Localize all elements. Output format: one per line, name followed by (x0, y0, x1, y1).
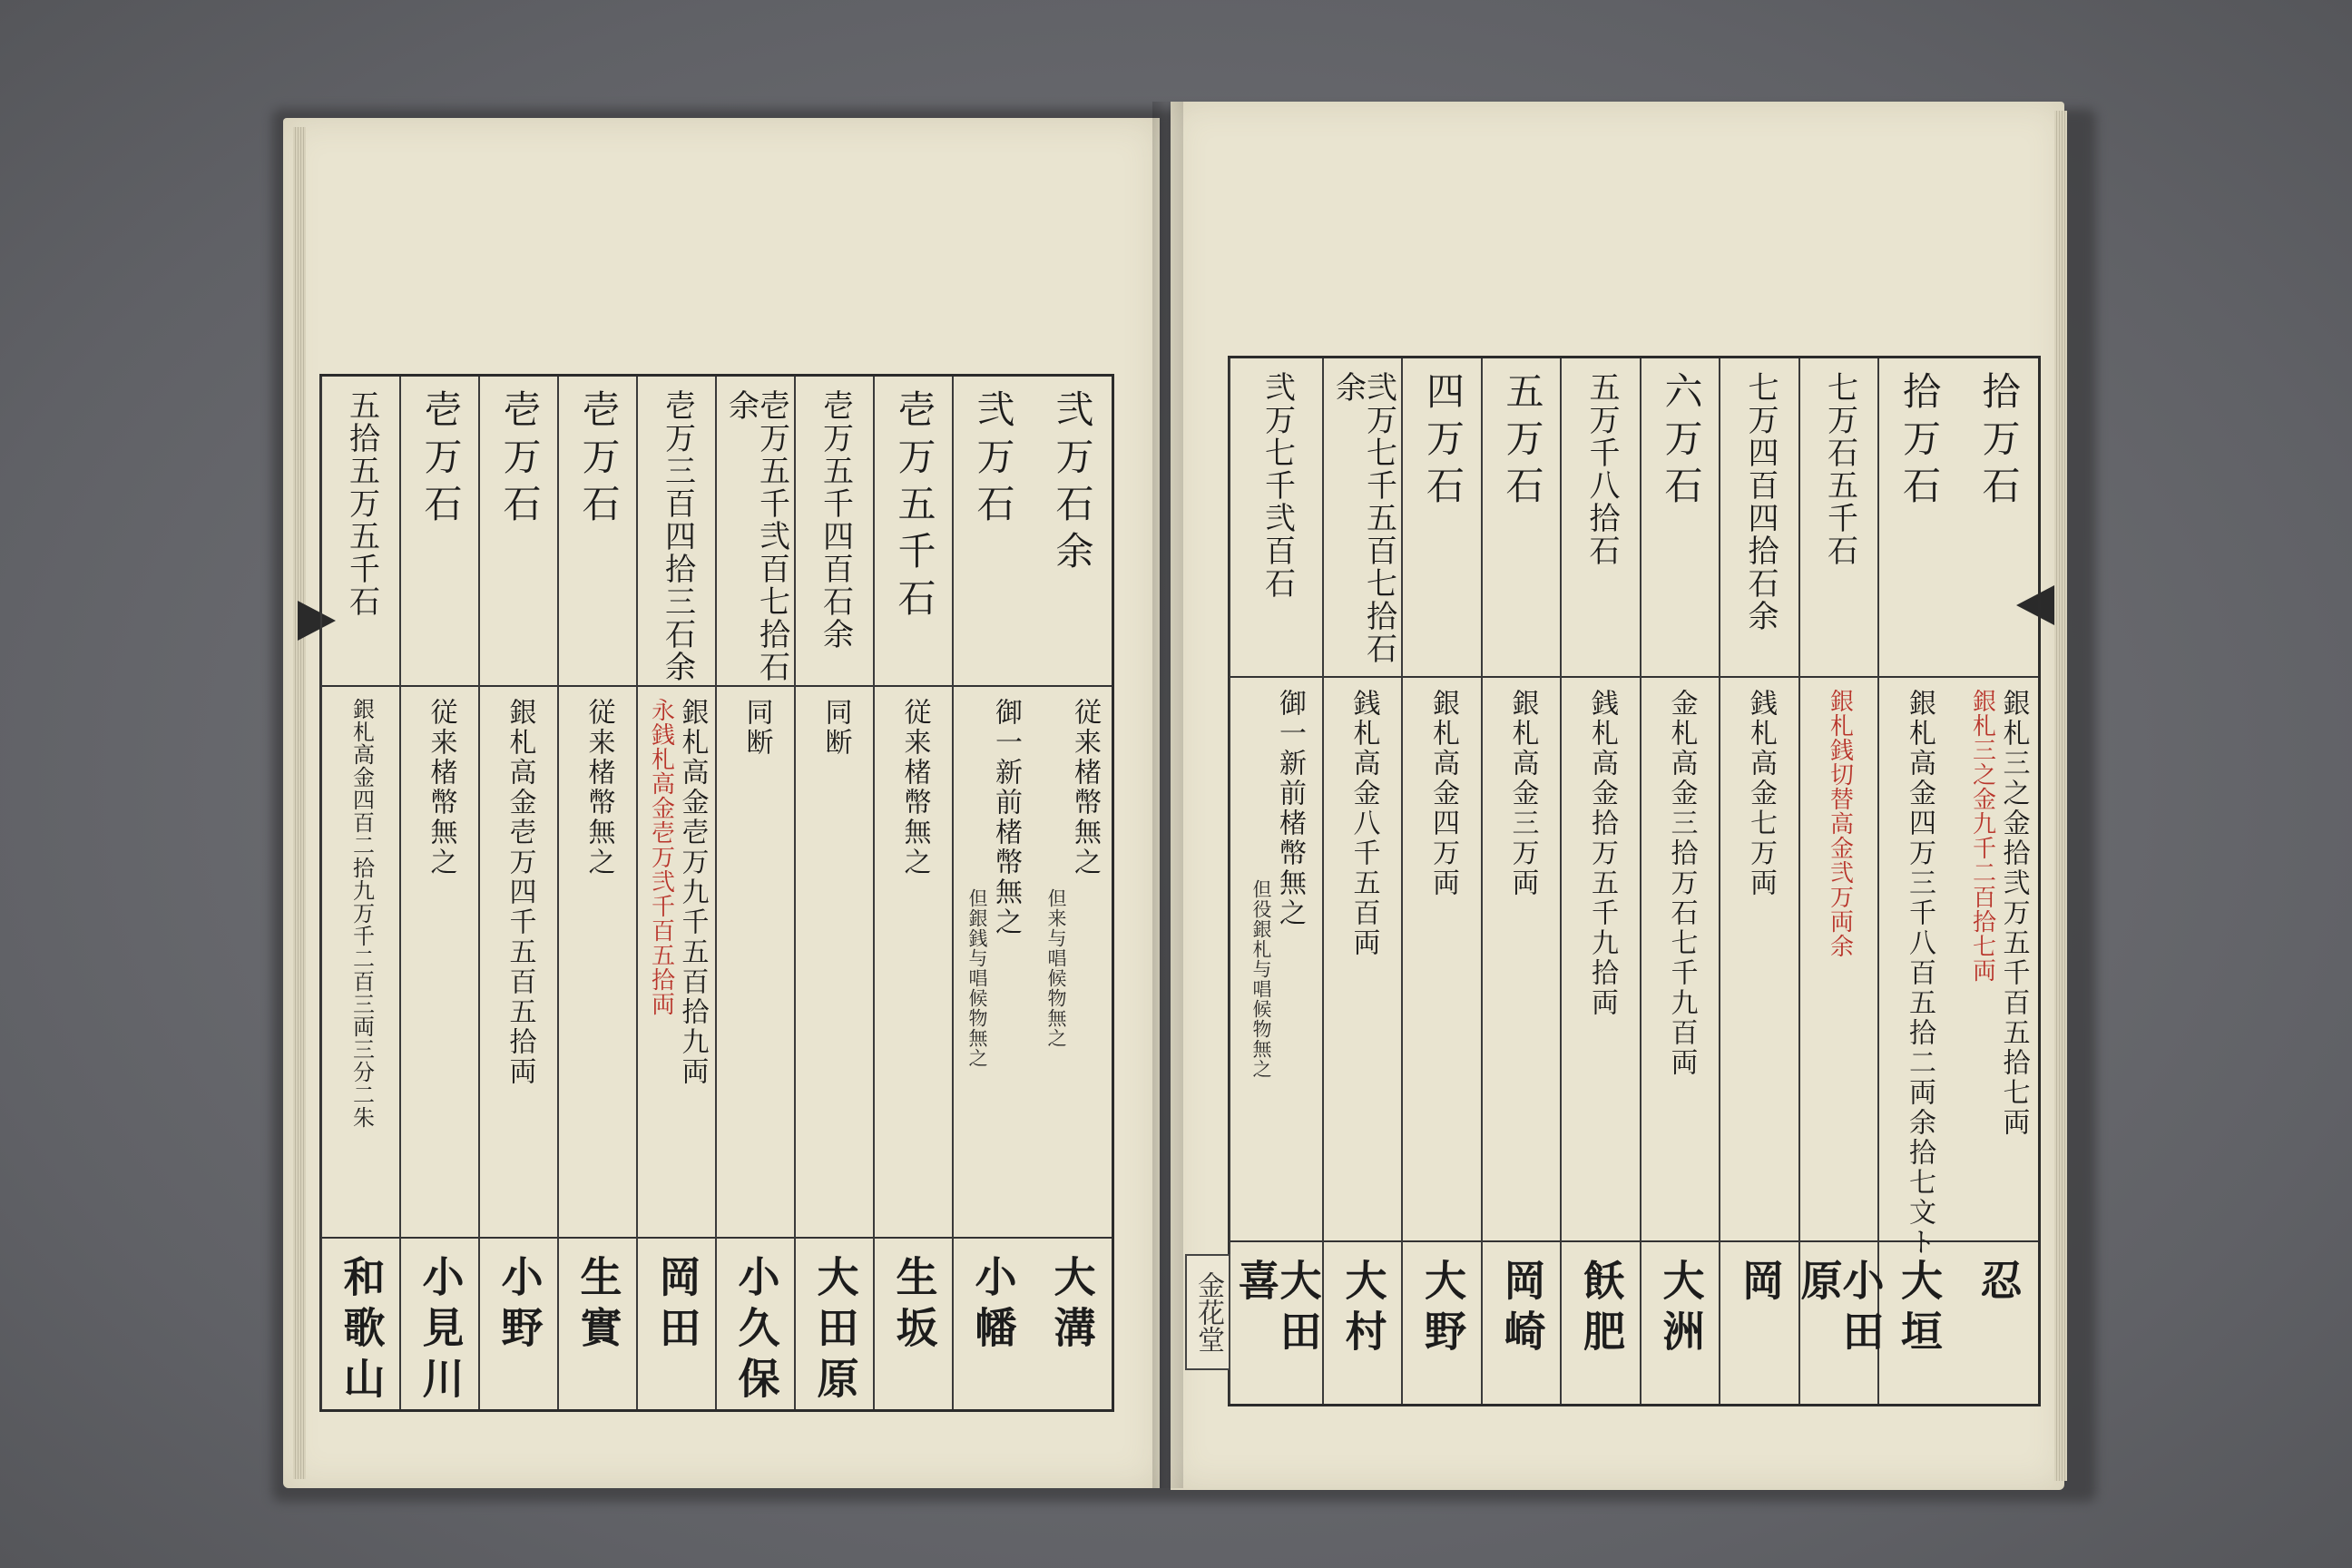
place-name: 大洲 (1656, 1259, 1706, 1360)
notes (1586, 678, 1618, 1018)
note-cell (1324, 678, 1403, 1240)
place-name: 生實 (573, 1255, 623, 1357)
amount-text: 五万千八拾石 (1583, 371, 1620, 567)
table-column (636, 377, 717, 1409)
note-text: 従来楮幣無之 (583, 698, 615, 877)
note-text: 従来楮幣無之 (898, 698, 931, 877)
note-cell (1800, 678, 1879, 1240)
note-text: 銭札高金拾万五千九拾両 (1586, 689, 1618, 1018)
place-name: 大溝 (1047, 1255, 1097, 1357)
amount-text: 壱万三百四拾三石余 (659, 389, 696, 683)
note-cell (480, 687, 559, 1237)
amount-text: 壱万石 (576, 389, 622, 531)
place-cell (1879, 1242, 1959, 1404)
note-cell (717, 687, 796, 1237)
place-cell (717, 1239, 796, 1409)
note-cell (559, 687, 638, 1237)
red-note-text: 銀札銭切替高金弐万両余 (1826, 689, 1854, 958)
amount-cell (559, 377, 638, 685)
place-cell (1959, 1242, 2038, 1404)
amount-cell (796, 377, 875, 685)
table-column (1959, 358, 2038, 1404)
place-cell (1033, 1239, 1112, 1409)
note-text: 銭札高金七万両 (1745, 689, 1777, 898)
note-cell (401, 687, 480, 1237)
left-page-edge (293, 127, 306, 1479)
place-name: 大田原 (810, 1255, 860, 1407)
table-column (1794, 358, 1886, 1404)
amount-text: 弐万七千弐百石 (1259, 371, 1296, 600)
notes (898, 687, 931, 877)
place-cell (1483, 1242, 1562, 1404)
amount-cell (401, 377, 480, 685)
table-column (1877, 358, 1959, 1404)
notes (1968, 678, 2030, 1138)
right-page-table (1228, 356, 2041, 1406)
amount-cell (717, 377, 796, 685)
place-name: 岡崎 (1497, 1259, 1547, 1360)
place-cell (1230, 1242, 1324, 1404)
note-cell (638, 687, 717, 1237)
place-cell (1403, 1242, 1483, 1404)
note-text: 銭札高金八千五百両 (1348, 689, 1380, 958)
place-name: 大野 (1418, 1259, 1467, 1360)
notes (1045, 687, 1101, 1048)
place-cell (480, 1239, 559, 1409)
table-column (1481, 358, 1562, 1404)
small-note-text: 但役銀札与唱候物無之 (1250, 879, 1272, 1079)
notes (740, 687, 773, 758)
amount-cell (1879, 358, 1959, 676)
amount-cell (1483, 358, 1562, 676)
notes (1348, 678, 1380, 958)
amount-text: 壱万石 (418, 389, 464, 531)
amount-cell (1959, 358, 2038, 676)
notes (583, 687, 615, 877)
place-cell (796, 1239, 875, 1409)
amount-cell (1230, 358, 1324, 676)
place-name: 岡 (1736, 1259, 1785, 1309)
place-cell (875, 1239, 954, 1409)
amount-text: 弐万七千五百七拾石余 (1329, 371, 1397, 665)
red-note-text: 永銭札高金壱万弐千百五拾両 (647, 698, 675, 1016)
amount-text: 拾万石 (1897, 371, 1942, 513)
publisher-seal (1185, 1254, 1230, 1370)
seal-text: 金花堂 (1192, 1271, 1224, 1353)
notes (506, 687, 534, 1087)
amount-text: 弐万石余 (1050, 389, 1095, 578)
note-text: 銀札高金壱万四千五百五拾両 (504, 698, 536, 1087)
amount-text: 弐万石 (971, 389, 1016, 531)
amount-text: 四万石 (1421, 371, 1465, 513)
amount-cell (1562, 358, 1642, 676)
place-name: 大田喜 (1231, 1259, 1323, 1360)
table-column (1640, 358, 1720, 1404)
table-column (557, 377, 638, 1409)
table-column (715, 377, 796, 1409)
note-cell (1959, 678, 2038, 1240)
amount-text: 壱万五千石 (892, 389, 937, 625)
note-text: 銀札高金四百二拾九万千二百三両三分二朱 (348, 698, 375, 1129)
note-cell (322, 687, 401, 1237)
amount-cell (1642, 358, 1720, 676)
notes (966, 687, 1022, 1068)
notes (1427, 678, 1459, 898)
amount-cell (322, 377, 401, 685)
amount-cell (1720, 358, 1800, 676)
amount-cell (875, 377, 954, 685)
place-cell (954, 1239, 1033, 1409)
notes (348, 687, 375, 1129)
small-note-text: 但来与唱候物無之 (1045, 888, 1067, 1048)
place-name: 小久保 (731, 1255, 781, 1407)
table-column (1322, 358, 1403, 1404)
note-cell (1642, 678, 1720, 1240)
amount-text: 拾万石 (1976, 371, 2022, 513)
amount-cell (480, 377, 559, 685)
amount-text: 五拾五万五千石 (343, 389, 380, 618)
table-column (1229, 358, 1324, 1404)
notes (819, 687, 852, 758)
notes (1828, 678, 1852, 958)
note-cell (1879, 678, 1959, 1258)
amount-text: 五万石 (1500, 371, 1545, 513)
note-text: 銀札三之金拾弐万五千百五拾七両 (1997, 689, 2030, 1138)
place-name: 小幡 (968, 1255, 1018, 1357)
note-text: 従来楮幣無之 (1069, 698, 1101, 877)
notes (1250, 678, 1306, 1079)
place-cell (1562, 1242, 1642, 1404)
table-column (1560, 358, 1642, 1404)
place-name: 小見川 (416, 1255, 466, 1407)
place-name: 飫肥 (1577, 1259, 1626, 1360)
place-cell (559, 1239, 638, 1409)
table-column (478, 377, 559, 1409)
amount-cell (1800, 358, 1879, 676)
table-column (794, 377, 875, 1409)
note-text: 銀札高金四万両 (1427, 689, 1459, 898)
note-cell (875, 687, 954, 1237)
place-name: 和歌山 (337, 1255, 387, 1407)
amount-text: 七万石五千石 (1821, 371, 1858, 567)
place-cell (1720, 1242, 1800, 1404)
note-cell (1230, 678, 1324, 1240)
amount-cell (1324, 358, 1403, 676)
table-column (873, 377, 954, 1409)
amount-text: 壱万五千弐百七拾石余 (722, 389, 790, 683)
left-page-table (319, 374, 1114, 1412)
place-cell (1324, 1242, 1403, 1404)
place-cell (638, 1239, 717, 1409)
note-cell (1403, 678, 1483, 1240)
place-name: 大村 (1338, 1259, 1388, 1360)
table-column (1033, 377, 1112, 1409)
right-page-edge (2054, 111, 2067, 1481)
note-text: 銀札高金四万三千八百五拾二両余拾七文ト (1904, 689, 1936, 1258)
place-name: 大垣 (1895, 1259, 1944, 1360)
amount-cell (1033, 377, 1112, 685)
book-gutter (1152, 102, 1183, 1488)
red-note-text: 銀札三之金九千二百拾七両 (1968, 689, 1996, 983)
note-text: 御一新前楮幣無之 (990, 698, 1022, 937)
place-cell (401, 1239, 480, 1409)
notes (647, 687, 709, 1087)
note-cell (1720, 678, 1800, 1240)
place-name: 生坂 (889, 1255, 939, 1357)
notes (1745, 678, 1777, 898)
note-text: 銀札高金壱万九千五百拾九両 (676, 698, 709, 1087)
note-cell (954, 687, 1033, 1237)
notes (1506, 678, 1539, 898)
note-text: 金札高金三拾万石七千九百両 (1665, 689, 1698, 1078)
amount-cell (1403, 358, 1483, 676)
note-cell (1483, 678, 1562, 1240)
table-column (399, 377, 480, 1409)
amount-text: 壱万五千四百石余 (817, 389, 854, 651)
place-name: 小野 (495, 1255, 544, 1357)
place-cell (1794, 1242, 1886, 1404)
note-cell (796, 687, 875, 1237)
amount-cell (954, 377, 1033, 685)
note-cell (1562, 678, 1642, 1240)
table-column (1719, 358, 1800, 1404)
table-column (1401, 358, 1483, 1404)
note-text: 従来楮幣無之 (425, 698, 457, 877)
place-cell (1642, 1242, 1720, 1404)
small-note-text: 但銀銭与唱候物無之 (966, 888, 988, 1068)
place-name: 岡田 (652, 1255, 702, 1357)
table-column (952, 377, 1033, 1409)
note-text: 銀札高金三万両 (1506, 689, 1539, 898)
amount-text: 七万四百四拾石余 (1742, 371, 1779, 632)
notes (1665, 678, 1698, 1078)
place-name: 小田原 (1794, 1259, 1886, 1360)
amount-cell (638, 377, 717, 685)
place-name: 忍 (1974, 1259, 2024, 1309)
amount-text: 壱万石 (497, 389, 543, 531)
note-cell (1033, 687, 1112, 1237)
place-cell (322, 1239, 401, 1409)
note-text: 御一新前楮幣無之 (1274, 689, 1306, 928)
note-text: 同断 (819, 698, 852, 758)
note-text: 同断 (740, 698, 773, 758)
table-column (320, 377, 401, 1409)
amount-text: 六万石 (1659, 371, 1704, 513)
notes (1904, 678, 1936, 1258)
notes (427, 687, 455, 877)
